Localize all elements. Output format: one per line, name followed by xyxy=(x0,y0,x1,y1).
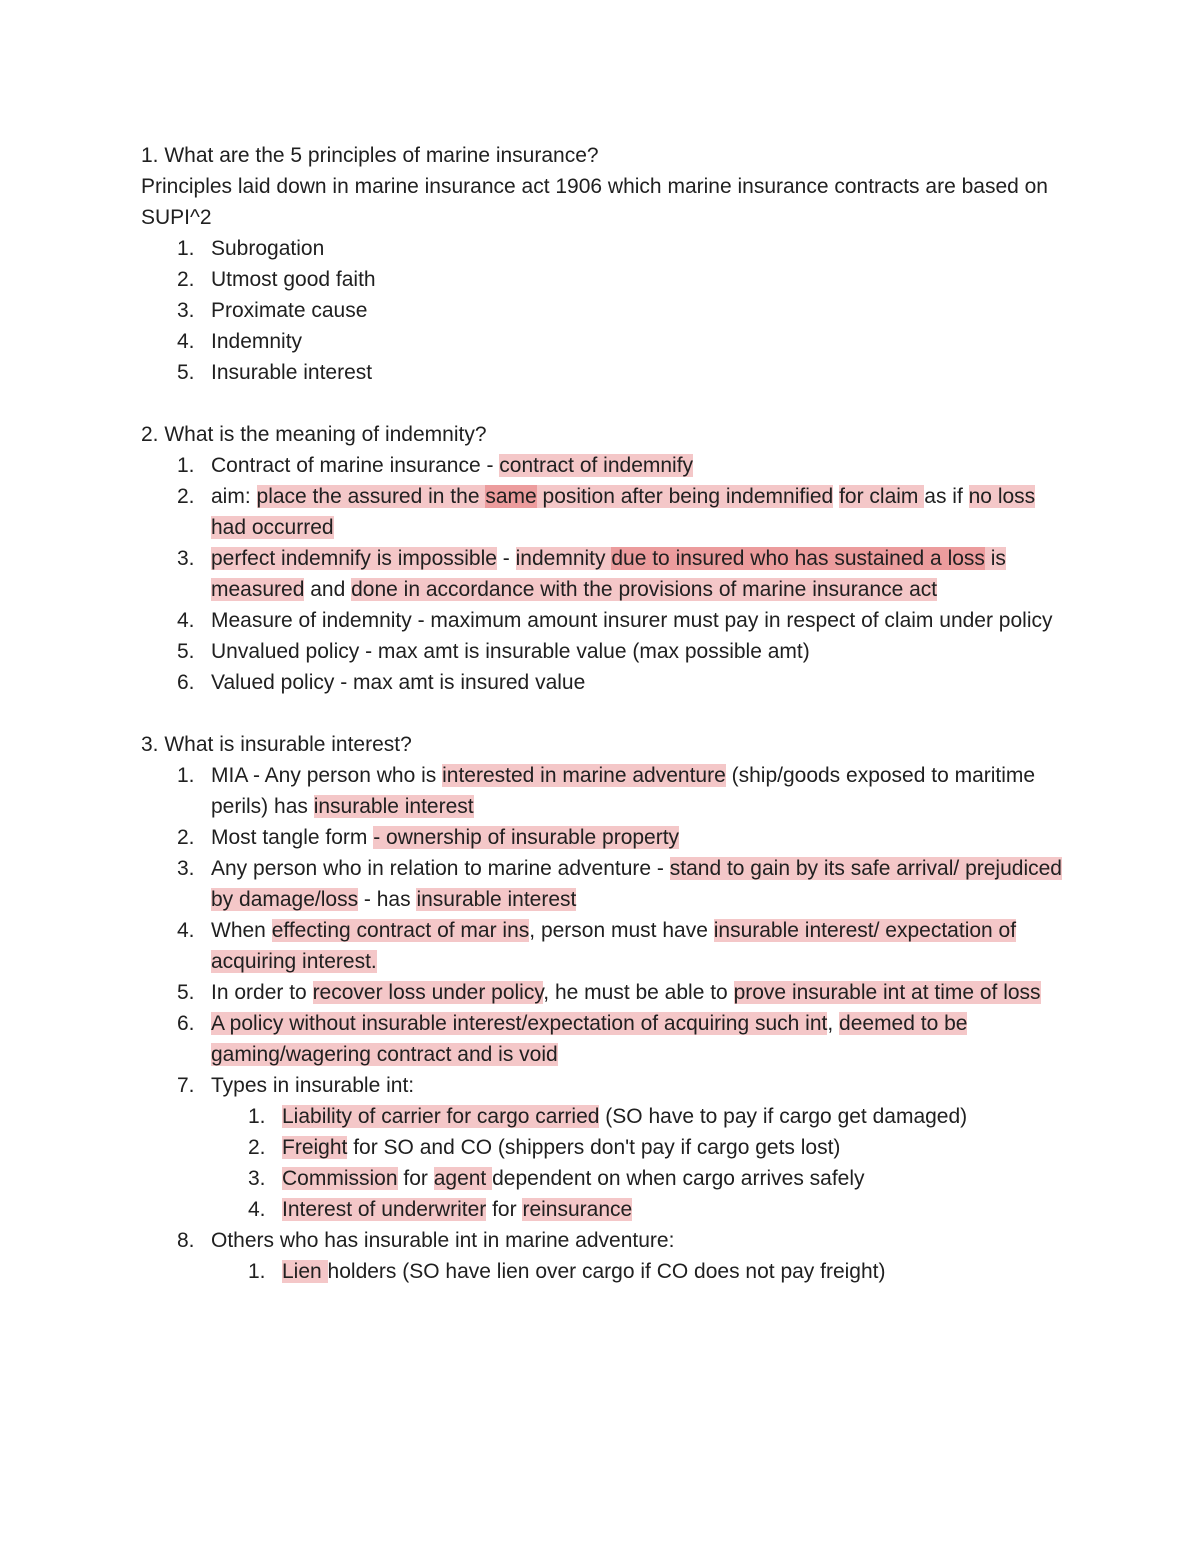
text-segment: Valued policy - max amt is insured value xyxy=(211,671,586,694)
list-number: 1. xyxy=(248,1260,266,1283)
text-segment: as if xyxy=(924,485,969,508)
text-segment: In order to xyxy=(211,981,313,1004)
text-segment: Any person who in relation to marine adventure - xyxy=(211,857,670,880)
intro-text: SUPI^2 xyxy=(141,206,212,229)
highlighted-text: insurable interest xyxy=(313,795,474,818)
list-item-text xyxy=(211,609,1053,632)
text-segment: , he must be able to xyxy=(543,981,734,1004)
sub-list-item xyxy=(141,1132,1071,1163)
sub-list-item xyxy=(141,1163,1071,1194)
question-section xyxy=(141,729,1071,1287)
list-number: 2. xyxy=(248,1136,266,1159)
list-item xyxy=(141,233,1071,264)
list-item xyxy=(141,853,1071,915)
list-number: 7. xyxy=(177,1074,195,1097)
list-number: 2. xyxy=(177,485,195,508)
highlighted-text: Liability of carrier for cargo carried xyxy=(282,1105,600,1128)
text-segment: Contract of marine insurance - xyxy=(211,454,500,477)
text-segment: Utmost good faith xyxy=(211,268,376,291)
text-segment: Insurable interest xyxy=(211,361,373,384)
text-segment: When xyxy=(211,919,272,942)
intro-text: Principles laid down in marine insurance act 1906 which marine insurance contracts are based on xyxy=(141,175,1048,198)
highlighted-text: indemnity xyxy=(515,547,612,570)
text-segment: Others who has insurable int in marine adventure: xyxy=(211,1229,675,1252)
sub-list-item xyxy=(141,1101,1071,1132)
highlighted-text: stand to gain by its safe arrival/ prejudiced by damage/loss xyxy=(211,857,1062,911)
highlighted-text: insurable interest xyxy=(416,888,577,911)
text-segment: Measure of indemnity - maximum amount insurer must pay in respect of claim under policy xyxy=(211,609,1053,632)
list-item xyxy=(141,636,1071,667)
text-segment: MIA - Any person who is xyxy=(211,764,443,787)
sub-list-item xyxy=(141,1256,1071,1287)
text-segment: (SO have to pay if cargo get damaged) xyxy=(599,1105,968,1128)
list-item-text xyxy=(211,1074,414,1097)
highlighted-text: same xyxy=(485,485,537,508)
text-segment: and xyxy=(304,578,352,601)
highlighted-text: contract of indemnify xyxy=(499,454,694,477)
list-number: 8. xyxy=(177,1229,195,1252)
list-number: 6. xyxy=(177,1012,195,1035)
highlighted-text: - ownership of insurable property xyxy=(373,826,680,849)
highlighted-text: is measured xyxy=(211,547,1006,601)
list-number: 4. xyxy=(177,609,195,632)
list-item xyxy=(141,1008,1071,1070)
question-section xyxy=(141,419,1071,698)
list-item xyxy=(141,667,1071,698)
section-spacer xyxy=(141,388,1071,419)
highlighted-text: Freight xyxy=(282,1136,348,1159)
question-heading: 3. What is insurable interest? xyxy=(141,733,412,756)
highlighted-text: place the assured in the xyxy=(256,485,486,508)
text-segment: holders (SO have lien over cargo if CO does not pay freight) xyxy=(327,1260,886,1283)
highlighted-text: Commission xyxy=(282,1167,398,1190)
list-number: 4. xyxy=(177,330,195,353)
highlighted-text: due to insured who has sustained a loss xyxy=(611,547,985,570)
text-segment: Most tangle form xyxy=(211,826,374,849)
text-segment: for xyxy=(397,1167,434,1190)
highlighted-text: recover loss under policy xyxy=(312,981,544,1004)
list-item-text xyxy=(211,981,1041,1004)
list-number: 3. xyxy=(177,547,195,570)
highlighted-text: done in accordance with the provisions of marine insurance act xyxy=(351,578,938,601)
list-number: 3. xyxy=(177,299,195,322)
highlighted-text: insurable interest/ expectation of acquiring interest. xyxy=(211,919,1017,973)
list-item-text xyxy=(211,826,679,849)
list-item-text xyxy=(211,1229,674,1252)
list-number: 1. xyxy=(177,454,195,477)
highlighted-text: Lien xyxy=(282,1260,328,1283)
list-item xyxy=(141,543,1071,605)
list-number: 2. xyxy=(177,826,195,849)
list-item xyxy=(141,915,1071,977)
list-item-text xyxy=(282,1167,865,1190)
section-spacer xyxy=(141,698,1071,729)
question-heading: 1. What are the 5 principles of marine insurance? xyxy=(141,144,599,167)
highlighted-text: A policy without insurable interest/expectation of acquiring such int xyxy=(211,1012,828,1035)
text-segment: for xyxy=(486,1198,523,1221)
list-item xyxy=(141,977,1071,1008)
list-item xyxy=(141,264,1071,295)
document-body xyxy=(141,140,1071,1287)
highlighted-text: Interest of underwriter xyxy=(282,1198,487,1221)
list-item-text xyxy=(211,547,1006,601)
list-item-text xyxy=(211,640,810,663)
list-item-text xyxy=(211,237,324,260)
list-number: 1. xyxy=(177,764,195,787)
highlighted-text: prove insurable int at time of loss xyxy=(733,981,1041,1004)
question-heading: 2. What is the meaning of indemnity? xyxy=(141,423,487,446)
highlighted-text: effecting contract of mar ins xyxy=(271,919,530,942)
list-item xyxy=(141,760,1071,822)
list-item xyxy=(141,295,1071,326)
list-item-text xyxy=(211,857,1062,911)
highlighted-text: no loss had occurred xyxy=(211,485,1036,539)
text-segment: - xyxy=(496,547,516,570)
list-item xyxy=(141,481,1071,543)
text-segment: Proximate cause xyxy=(211,299,368,322)
list-item xyxy=(141,822,1071,853)
highlighted-text: perfect indemnify is impossible xyxy=(211,547,497,570)
list-item-text xyxy=(211,454,693,477)
highlighted-text: agent xyxy=(433,1167,493,1190)
question-section xyxy=(141,140,1071,388)
text-segment: - has xyxy=(358,888,417,911)
text-segment: Indemnity xyxy=(211,330,303,353)
list-item xyxy=(141,357,1071,388)
list-item xyxy=(141,326,1071,357)
list-number: 1. xyxy=(177,237,195,260)
list-number: 5. xyxy=(177,361,195,384)
list-item-text xyxy=(211,764,1035,818)
list-item-text xyxy=(282,1198,632,1221)
highlighted-text: deemed to be gaming/wagering contract and is void xyxy=(211,1012,968,1066)
list-number: 1. xyxy=(248,1105,266,1128)
list-item-text xyxy=(211,671,585,694)
highlighted-text: interested in marine adventure xyxy=(442,764,726,787)
list-item xyxy=(141,450,1071,481)
highlighted-text: for claim xyxy=(839,485,925,508)
list-number: 6. xyxy=(177,671,195,694)
list-item-text xyxy=(282,1260,886,1283)
text-segment: Types in insurable int: xyxy=(211,1074,415,1097)
text-segment: (ship/goods exposed to maritime perils) has xyxy=(211,764,1036,818)
list-item xyxy=(141,1225,1071,1256)
list-item-text xyxy=(282,1136,840,1159)
text-segment: Unvalued policy - max amt is insurable value (max possible amt) xyxy=(211,640,810,663)
list-number: 4. xyxy=(177,919,195,942)
text-segment: , xyxy=(827,1012,840,1035)
list-item-text xyxy=(211,330,302,353)
list-number: 2. xyxy=(177,268,195,291)
list-number: 3. xyxy=(177,857,195,880)
list-item-text xyxy=(211,485,1035,539)
list-item-text xyxy=(282,1105,967,1128)
list-number: 4. xyxy=(248,1198,266,1221)
sub-list-item xyxy=(141,1194,1071,1225)
text-segment: dependent on when cargo arrives safely xyxy=(492,1167,865,1190)
list-item-text xyxy=(211,1012,967,1066)
highlighted-text: position after being indemnified xyxy=(536,485,834,508)
list-item xyxy=(141,1070,1071,1101)
list-item-text xyxy=(211,299,367,322)
text-segment: Subrogation xyxy=(211,237,325,260)
text-segment: , person must have xyxy=(529,919,714,942)
list-number: 5. xyxy=(177,981,195,1004)
text-segment: for SO and CO (shippers don't pay if cargo gets lost) xyxy=(347,1136,841,1159)
list-item xyxy=(141,605,1071,636)
text-segment: aim: xyxy=(211,485,257,508)
highlighted-text: reinsurance xyxy=(522,1198,633,1221)
list-item-text xyxy=(211,361,372,384)
list-item-text xyxy=(211,919,1016,973)
list-number: 5. xyxy=(177,640,195,663)
list-item-text xyxy=(211,268,376,291)
list-number: 3. xyxy=(248,1167,266,1190)
